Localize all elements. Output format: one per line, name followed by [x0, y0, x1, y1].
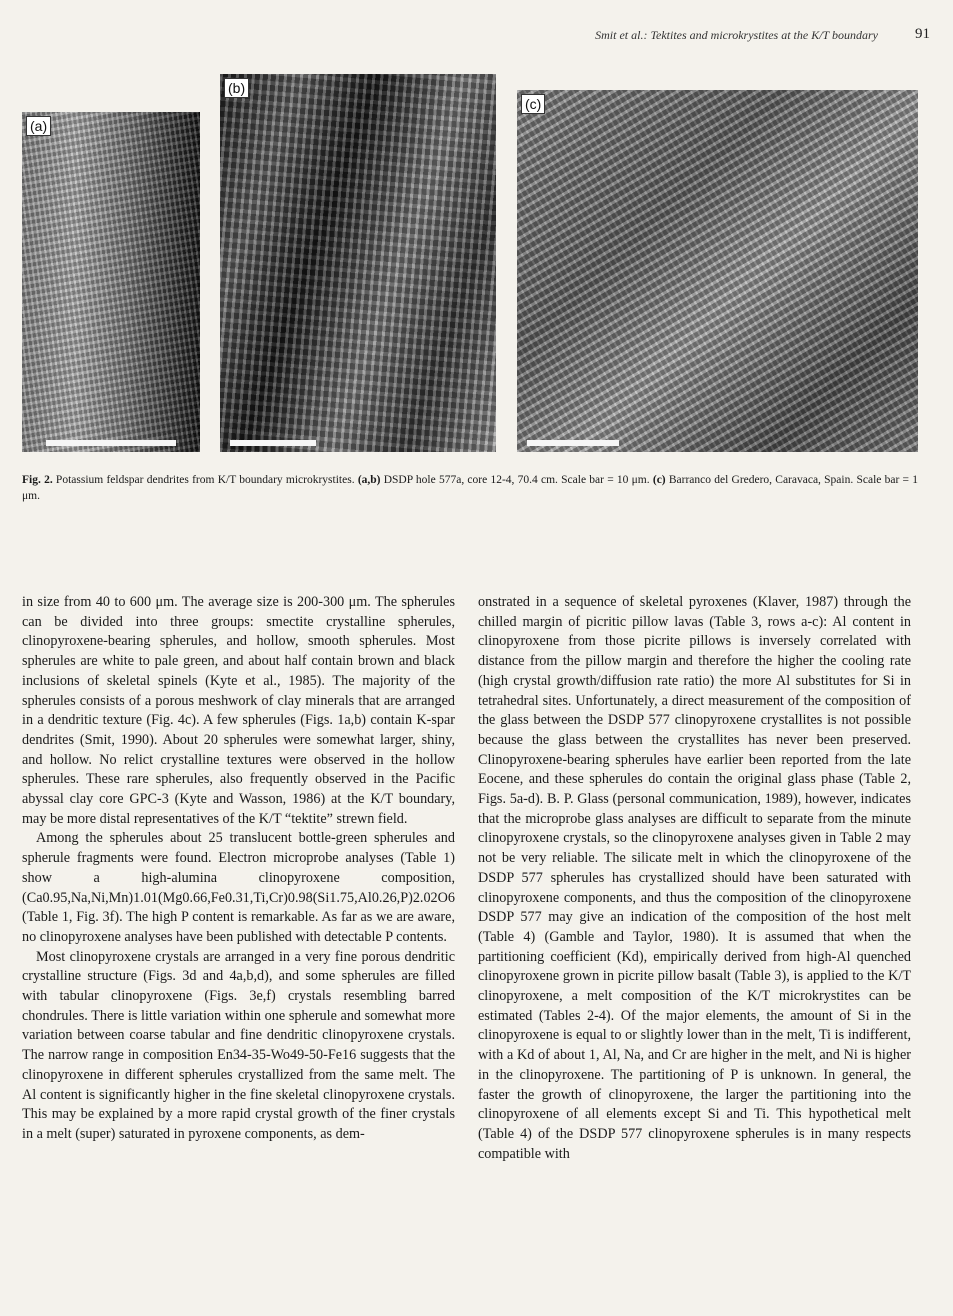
paragraph: Among the spherules about 25 translucent bottle-green spherules and spherule fragments were found. Electron microprobe analyses (Table 1) show a high-alumina clinopyroxene composition, (Ca0.95,Na,Ni,Mn)1.01(Mg0.66,Fe0.31,Ti,Cr)0.98(Si1.75,Al0.26,P)2.02O6 (Table 1, Fig. 3f). The high P content is remarkable. As far as we are aware, no clinopyroxene analyses have been published with detectable P contents. [22, 830, 455, 945]
body-column-left [22, 593, 455, 1145]
figure-caption [22, 472, 918, 504]
scale-bar-a [46, 440, 176, 446]
caption-ref-c: (c) [652, 474, 666, 486]
caption-text-1: Potassium feldspar dendrites from K/T boundary microkrystites. [52, 474, 358, 486]
paragraph: in size from 40 to 600 μm. The average size is 200-300 μm. The spherules can be divided into three groups: smectite crystalline spherules, clinopyroxene-bearing spherules, and hollow, smooth spherules. Most spherules are white to pale green, and about half contain brown and black inclusions of skeletal spinels (Kyte et al., 1985). The majority of the spherules consists of a porous meshwork of clay minerals that are arranged in a dendritic texture (Fig. 4c). A few spherules (Figs. 1a,b) contain K-spar dendrites (Smit, 1990). About 20 spherules were somewhat larger, shiny, and hollow. No relict crystalline textures were observed in the hollow spherules. These rare spherules, also frequently observed in the Pacific abyssal clay core GPC-3 (Kyte and Wasson, 1986) at the K/T boundary, may be more distal representatives of the K/T “tektite” strewn field. [22, 594, 455, 827]
micrograph-panel-c [517, 90, 918, 452]
panel-label-a: (a) [26, 116, 51, 136]
paragraph: Most clinopyroxene crystals are arranged in a very fine porous dendritic crystalline structure (Figs. 3d and 4a,b,d), and some spherules are filled with tabular clinopyroxene (Figs. 3e,f) crystals resembling barred chondrules. There is little variation within one spherule and somewhat more variation between coarse tabular and fine dendritic clinopyroxene crystals. The narrow range in composition En34-35-Wo49-50-Fe16 suggests that the clinopyroxene in different spherules crystallized from the same melt. The Al content is significantly higher in the fine skeletal clinopyroxene crystals. This may be explained by a more rapid crystal growth of the finer crystals in a melt (super) saturated in pyroxene components, as dem- [22, 948, 455, 1142]
micrograph-panel-a [22, 112, 200, 452]
panel-label-b: (b) [224, 78, 249, 98]
scale-bar-c [527, 440, 619, 446]
panel-label-c: (c) [521, 94, 545, 114]
scale-bar-b [230, 440, 316, 446]
page-number: 91 [915, 26, 930, 42]
paragraph: onstrated in a sequence of skeletal pyroxenes (Klaver, 1987) through the chilled margin of picritic pillow lavas (Table 3, rows a-c): Al content in clinopyroxene from those picrite pillows is inversely correlated with distance from the pillow margin and therefore the higher the cooling rate (high crystal growth/diffusion rate ratio) the more Al substitutes for Si in tetrahedral sites. Unfortunately, a direct measurement of the composition of the glass between the DSDP 577 clinopyroxene crystallites is not possible because the glass between the crystallites has never been preserved. Clinopyroxene-bearing spherules have earlier been reported from the late Eocene, and these spherules do contain the original glass phase (Table 2, Figs. 5a-d). B. P. Glass (personal communication, 1989), however, indicates that the microprobe glass analyses are difficult to separate from the minute clinopyroxene crystals, so the clinopyroxene analyses given in Table 2 may not be very reliable. The silicate melt in which the clinopyroxene of the DSDP 577 spherules has crystallized should have been saturated with clinopyroxene components, and thus the composition of the clinopyroxene DSDP 577 may give an indication of the composition of the host melt (Table 4) (Gamble and Taylor, 1980). It is assumed that when the partitioning coefficient (Kd), empirically derived from high-Al quenched clinopyroxene grown in picrite pillow basalt (Table 3), is applied to the K/T clinopyroxene, a melt composition of the K/T microkrystites can be estimated (Tables 2-4). Of the major elements, the amount of Si in the clinopyroxene is equal to or slightly lower than in the melt, Ti is indifferent, with a Kd of about 1, Al, Na, and Cr are higher in the melt, and Ni is higher in the clinopyroxene. The partitioning of P is unknown. In general, the faster the growth of clinopyroxene, the larger the partitioning into the clinopyroxene of all elements except Si and Ti. This hypothetical melt (Table 4) of the DSDP 577 clinopyroxene spherules is in many respects compatible with [478, 594, 911, 1162]
micrograph-panel-b [220, 74, 496, 452]
body-column-right [478, 593, 911, 1164]
running-head: Smit et al.: Tektites and microkrystites at the K/T boundary [595, 28, 878, 42]
caption-ref-ab: (a,b) [357, 474, 381, 486]
caption-text-3: Barranco del Gredero, Caravaca, Spain. Scale bar = 1 μm. [22, 474, 918, 502]
caption-figure-number: Fig. 2. [22, 474, 53, 486]
caption-text-2: DSDP hole 577a, core 12-4, 70.4 cm. Scale bar = 10 μm. [380, 474, 653, 486]
page-header [0, 24, 953, 44]
